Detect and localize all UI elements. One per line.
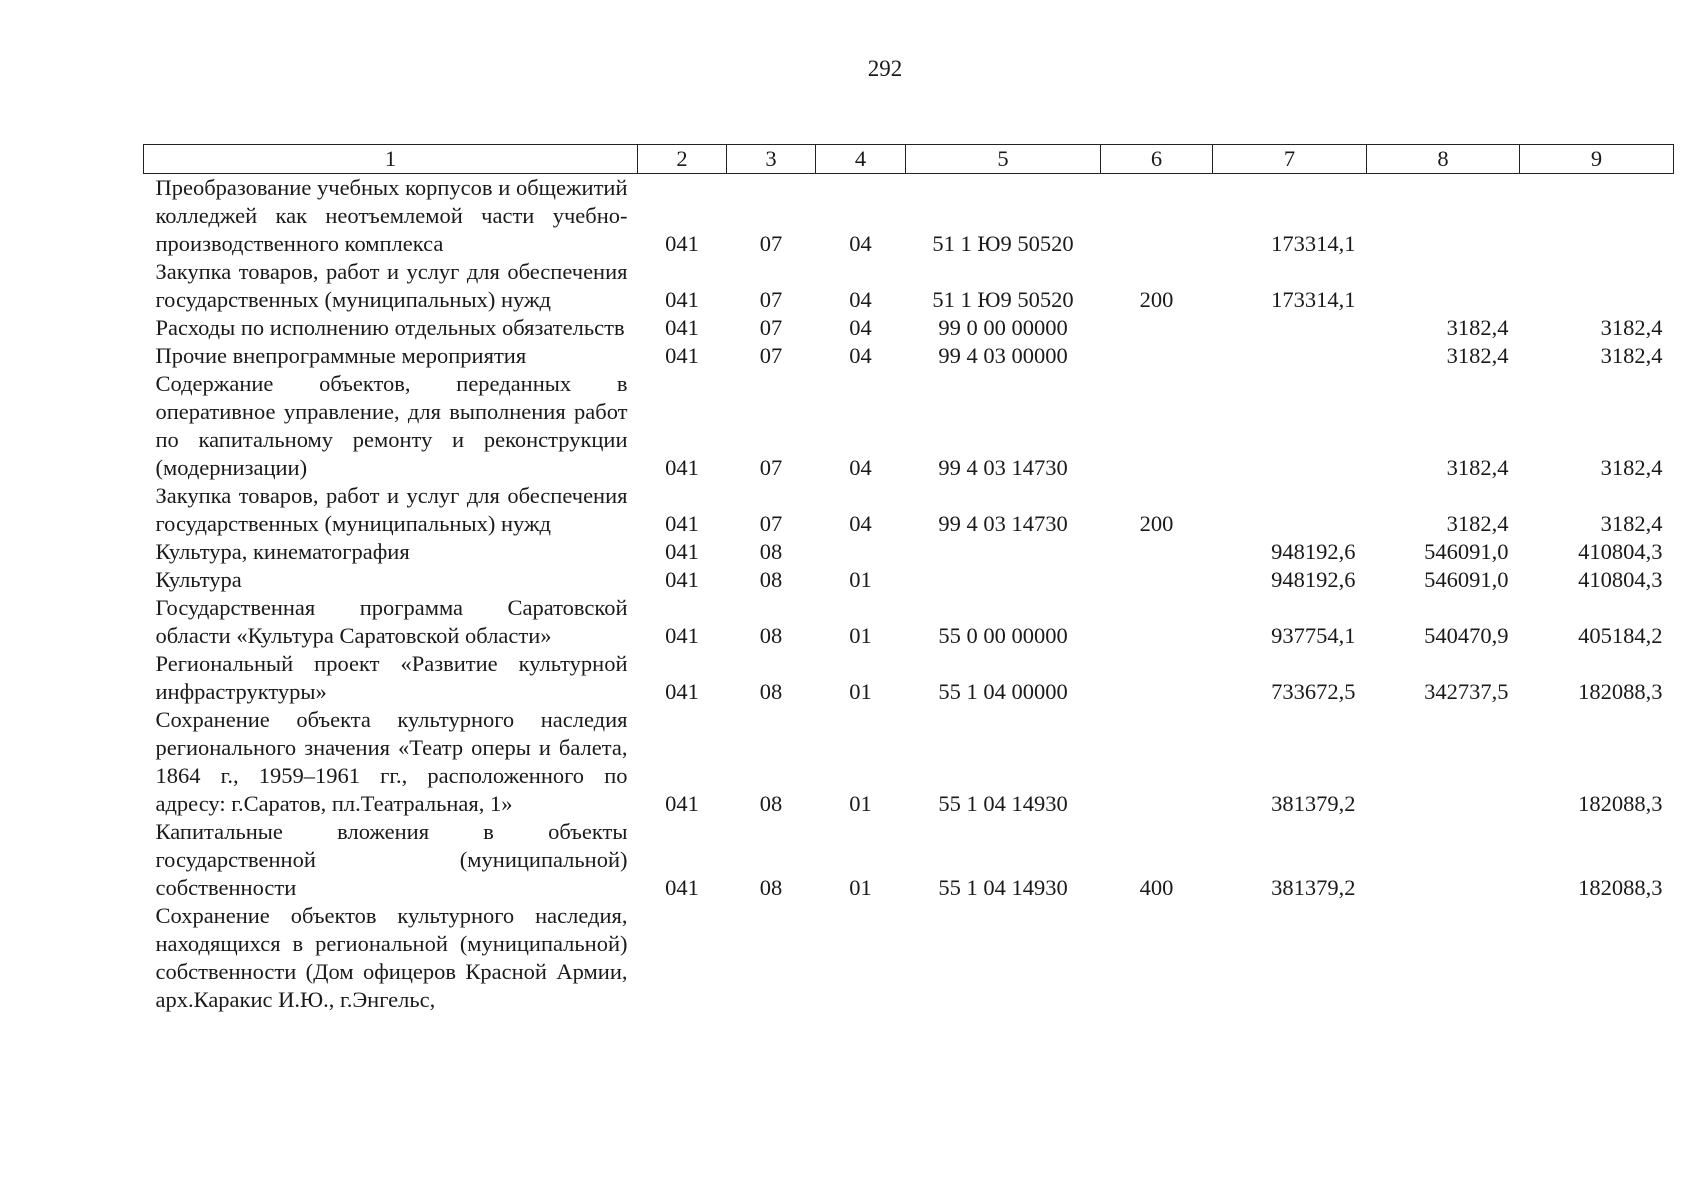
row-target-article-cell: 99 4 03 14730 xyxy=(938,511,1068,536)
row-value-col7-cell: 381379,2 xyxy=(1271,791,1356,816)
table-header xyxy=(144,145,1674,174)
row-target-article-cell: 99 4 03 14730 xyxy=(938,455,1068,480)
row-target-article-cell: 55 1 04 14930 xyxy=(938,875,1068,900)
header-row xyxy=(144,145,1674,174)
row-section-cell: 08 xyxy=(759,679,783,704)
row-expense-type-cell xyxy=(1101,706,1213,818)
table-row xyxy=(144,594,1674,650)
row-value-col8-cell: 3182,4 xyxy=(1446,511,1509,536)
table-body xyxy=(144,174,1674,1015)
row-target-article-cell: 51 1 Ю9 50520 xyxy=(932,287,1074,312)
row-value-col9-cell: 182088,3 xyxy=(1578,791,1663,816)
row-value-col9-cell: 3182,4 xyxy=(1600,343,1663,368)
row-target-article-cell: 99 0 00 00000 xyxy=(938,315,1068,340)
row-grbs-cell: 041 xyxy=(665,875,699,900)
row-value-col8-cell xyxy=(1367,174,1520,259)
row-grbs-cell: 041 xyxy=(665,623,699,648)
row-value-col7-cell: 173314,1 xyxy=(1271,287,1356,312)
row-section-cell: 07 xyxy=(759,455,783,480)
row-value-col7-cell xyxy=(1213,482,1367,538)
row-value-col8-cell: 3182,4 xyxy=(1446,315,1509,340)
row-value-col8-cell: 540470,9 xyxy=(1424,623,1509,648)
row-value-col7-cell xyxy=(1213,902,1367,1014)
row-subsection-cell: 04 xyxy=(849,455,872,480)
row-subsection-cell: 01 xyxy=(849,875,872,900)
row-value-col8-cell: 3182,4 xyxy=(1446,455,1509,480)
column-header-1: 1 xyxy=(144,145,638,174)
row-grbs-cell: 041 xyxy=(665,231,699,256)
row-value-col7-cell: 948192,6 xyxy=(1271,539,1356,564)
row-grbs-cell xyxy=(638,902,727,1014)
row-expense-type-cell xyxy=(1101,538,1213,566)
row-section-cell: 07 xyxy=(759,231,783,256)
row-value-col9-cell: 182088,3 xyxy=(1578,679,1663,704)
row-section-cell: 07 xyxy=(759,511,783,536)
row-subsection-cell: 01 xyxy=(849,567,872,592)
row-value-col9-cell: 3182,4 xyxy=(1600,455,1663,480)
row-value-col9-cell xyxy=(1520,902,1674,1014)
table-row xyxy=(144,650,1674,706)
column-header-5: 5 xyxy=(906,145,1101,174)
row-grbs-cell: 041 xyxy=(665,679,699,704)
table-row xyxy=(144,706,1674,818)
row-expense-type-cell: 200 xyxy=(1139,287,1174,312)
row-section-cell: 08 xyxy=(759,567,783,592)
row-value-col8-cell xyxy=(1367,258,1520,314)
row-name-cell: Региональный проект «Развитие культурной инфраструктуры» xyxy=(155,651,628,704)
row-target-article-cell xyxy=(906,566,1101,594)
row-value-col7-cell: 948192,6 xyxy=(1271,567,1356,592)
column-header-7: 7 xyxy=(1213,145,1367,174)
row-grbs-cell: 041 xyxy=(665,287,699,312)
row-section-cell: 08 xyxy=(759,875,783,900)
table-row xyxy=(144,174,1674,259)
row-grbs-cell: 041 xyxy=(665,511,699,536)
row-name-cell: Сохранение объекта культурного наследия регионального значения «Театр оперы и балета, 1864 г., 1959–1961 гг., расположенного по адресу: г.Саратов, пл.Театральная, 1» xyxy=(155,707,628,816)
row-name-cell: Закупка товаров, работ и услуг для обеспечения государственных (муниципальных) нужд xyxy=(155,259,628,312)
row-target-article-cell: 55 1 04 00000 xyxy=(938,679,1068,704)
row-value-col8-cell: 3182,4 xyxy=(1446,343,1509,368)
row-target-article-cell xyxy=(906,538,1101,566)
row-name-cell: Прочие внепрограммные мероприятия xyxy=(155,343,527,368)
row-value-col7-cell: 733672,5 xyxy=(1271,679,1356,704)
table-row xyxy=(144,314,1674,342)
row-expense-type-cell xyxy=(1101,174,1213,259)
row-value-col7-cell: 173314,1 xyxy=(1271,231,1356,256)
row-name-cell: Расходы по исполнению отдельных обязательств xyxy=(155,315,625,340)
row-target-article-cell: 55 1 04 14930 xyxy=(938,791,1068,816)
row-subsection-cell: 04 xyxy=(849,343,872,368)
row-value-col8-cell: 546091,0 xyxy=(1424,539,1509,564)
row-expense-type-cell: 200 xyxy=(1139,511,1174,536)
row-target-article-cell: 55 0 00 00000 xyxy=(938,623,1068,648)
row-expense-type-cell xyxy=(1101,314,1213,342)
row-value-col7-cell: 381379,2 xyxy=(1271,875,1356,900)
table-row xyxy=(144,818,1674,902)
row-name-cell: Культура xyxy=(155,567,242,592)
row-expense-type-cell xyxy=(1101,370,1213,482)
row-name-cell: Содержание объектов, переданных в оперативное управление, для выполнения работ по капитальному ремонту и реконструкции (модернизации) xyxy=(155,371,628,480)
row-target-article-cell: 99 4 03 00000 xyxy=(938,343,1068,368)
row-subsection-cell: 04 xyxy=(849,287,872,312)
column-header-4: 4 xyxy=(816,145,906,174)
row-subsection-cell xyxy=(816,538,906,566)
row-section-cell: 07 xyxy=(759,315,783,340)
row-name-cell: Сохранение объектов культурного наследия, находящихся в региональной (муниципальной) собственности (Дом офицеров Красной Армии, арх.Каракис И.Ю., г.Энгельс, xyxy=(155,903,628,1012)
row-subsection-cell: 01 xyxy=(849,679,872,704)
table-row xyxy=(144,538,1674,566)
row-value-col8-cell: 546091,0 xyxy=(1424,567,1509,592)
row-value-col8-cell xyxy=(1367,902,1520,1014)
row-target-article-cell: 51 1 Ю9 50520 xyxy=(932,231,1074,256)
column-header-3: 3 xyxy=(727,145,816,174)
row-subsection-cell: 04 xyxy=(849,511,872,536)
table-row xyxy=(144,370,1674,482)
table-row xyxy=(144,482,1674,538)
row-grbs-cell: 041 xyxy=(665,343,699,368)
row-value-col7-cell xyxy=(1213,314,1367,342)
row-value-col9-cell: 405184,2 xyxy=(1578,623,1663,648)
row-value-col9-cell: 410804,3 xyxy=(1578,539,1663,564)
row-subsection-cell: 04 xyxy=(849,231,872,256)
page-number: 292 xyxy=(867,56,903,81)
row-grbs-cell: 041 xyxy=(665,539,699,564)
row-value-col9-cell xyxy=(1520,174,1674,259)
row-value-col9-cell: 182088,3 xyxy=(1578,875,1663,900)
budget-table xyxy=(143,144,1674,1014)
row-name-cell: Преобразование учебных корпусов и общежитий колледжей как неотъемлемой части учебно-производственного комплекса xyxy=(155,175,628,256)
row-target-article-cell xyxy=(906,902,1101,1014)
row-value-col7-cell xyxy=(1213,342,1367,370)
row-value-col9-cell: 3182,4 xyxy=(1600,511,1663,536)
row-subsection-cell: 01 xyxy=(849,791,872,816)
column-header-8: 8 xyxy=(1367,145,1520,174)
column-header-6: 6 xyxy=(1101,145,1213,174)
row-section-cell: 07 xyxy=(759,287,783,312)
row-expense-type-cell xyxy=(1101,902,1213,1014)
column-header-2: 2 xyxy=(638,145,727,174)
row-name-cell: Культура, кинематография xyxy=(155,539,410,564)
row-expense-type-cell xyxy=(1101,594,1213,650)
row-name-cell: Государственная программа Саратовской области «Культура Саратовской области» xyxy=(155,595,628,648)
row-section-cell: 08 xyxy=(759,623,783,648)
column-header-9: 9 xyxy=(1520,145,1674,174)
row-value-col8-cell: 342737,5 xyxy=(1424,679,1509,704)
row-expense-type-cell xyxy=(1101,650,1213,706)
row-grbs-cell: 041 xyxy=(665,567,699,592)
row-value-col8-cell xyxy=(1367,818,1520,902)
row-grbs-cell: 041 xyxy=(665,455,699,480)
table-row xyxy=(144,566,1674,594)
row-value-col9-cell: 410804,3 xyxy=(1578,567,1663,592)
table-row xyxy=(144,342,1674,370)
row-section-cell: 08 xyxy=(759,539,783,564)
row-section-cell: 07 xyxy=(759,343,783,368)
row-value-col8-cell xyxy=(1367,706,1520,818)
row-subsection-cell: 04 xyxy=(849,315,872,340)
row-section-cell: 08 xyxy=(759,791,783,816)
row-value-col9-cell xyxy=(1520,258,1674,314)
row-value-col7-cell: 937754,1 xyxy=(1271,623,1356,648)
row-expense-type-cell xyxy=(1101,342,1213,370)
row-value-col9-cell: 3182,4 xyxy=(1600,315,1663,340)
row-subsection-cell xyxy=(816,902,906,1014)
table-row xyxy=(144,902,1674,1014)
row-subsection-cell: 01 xyxy=(849,623,872,648)
row-expense-type-cell xyxy=(1101,566,1213,594)
row-grbs-cell: 041 xyxy=(665,315,699,340)
table-row xyxy=(144,258,1674,314)
row-section-cell xyxy=(727,902,816,1014)
row-grbs-cell: 041 xyxy=(665,791,699,816)
row-name-cell: Закупка товаров, работ и услуг для обеспечения государственных (муниципальных) нужд xyxy=(155,483,628,536)
row-value-col7-cell xyxy=(1213,370,1367,482)
row-expense-type-cell: 400 xyxy=(1139,875,1174,900)
row-name-cell: Капитальные вложения в объекты государственной (муниципальной) собственности xyxy=(155,819,628,900)
